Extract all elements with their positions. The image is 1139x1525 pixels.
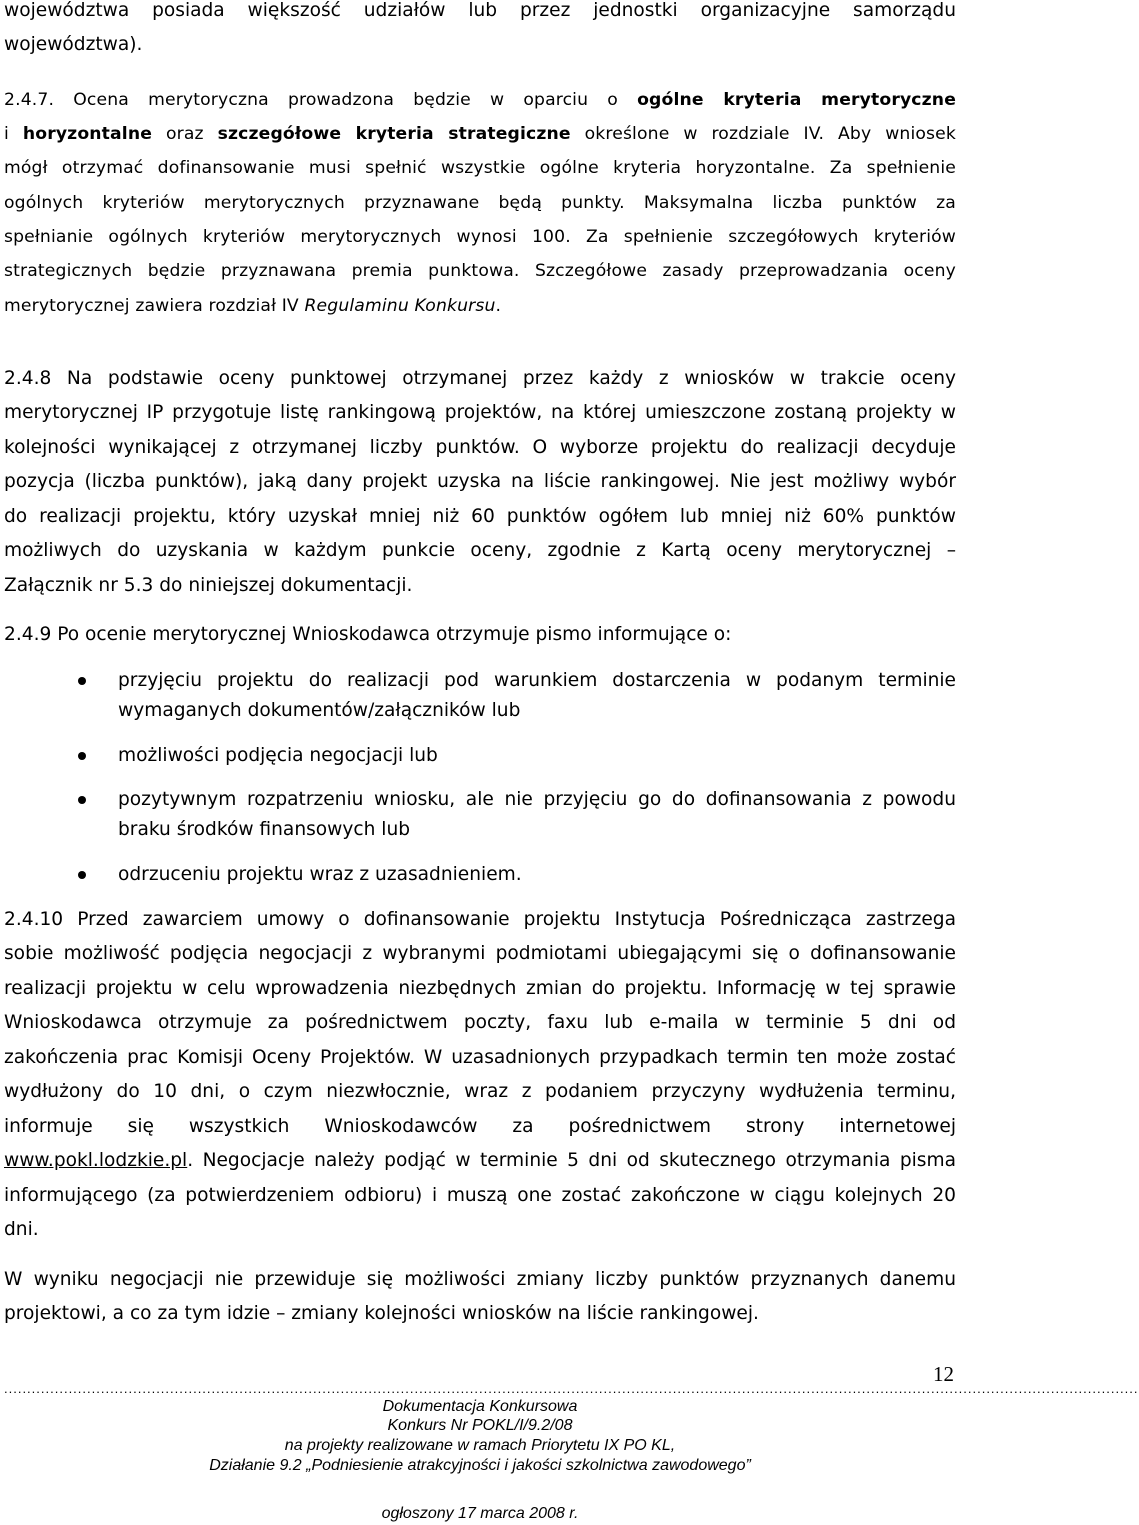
text-line: strategicznych będzie przyznawana premia punktowa. Szczegółowe zasady przeprowadzania oceny <box>4 261 956 281</box>
text-line: ogólnych kryteriów merytorycznych przyznawane będą punkty. Maksymalna liczba punktów za <box>4 193 956 213</box>
text-line: realizacji projektu w celu wprowadzenia niezbędnych zmian do projektu. Informację w tej sprawie <box>4 978 956 999</box>
text-line <box>4 89 956 111</box>
text-line: do realizacji projektu, który uzyskał mniej niż 60 punktów ogółem lub mniej niż 60% punktów <box>4 506 956 527</box>
text-span: określone w rozdziale IV. Aby wniosek <box>570 124 956 144</box>
text-span: . <box>495 296 502 316</box>
bold-term: horyzontalne <box>22 124 153 144</box>
bullet-icon <box>78 871 86 879</box>
text-line <box>4 295 956 317</box>
footer-date: ogłoszony 17 marca 2008 r. <box>381 1505 579 1522</box>
text-line: informuje się wszystkich Wnioskodawców za pośrednictwem strony internetowej <box>4 1116 956 1137</box>
list-item-text: braku środków finansowych lub <box>118 819 411 840</box>
text-line: Załącznik nr 5.3 do niniejszej dokumentacji. <box>4 575 413 596</box>
text-line: kolejności wynikającej z otrzymanej liczby punktów. O wyborze projektu do realizacji decyduje <box>4 437 956 458</box>
text-line <box>4 123 956 145</box>
text-line: spełnianie ogólnych kryteriów merytorycznych wynosi 100. Za spełnienie szczegółowych kryteriów <box>4 227 956 247</box>
bullet-icon <box>78 752 86 760</box>
list-item-text: przyjęciu projektu do realizacji pod warunkiem dostarczenia w podanym terminie <box>118 670 956 691</box>
italic-title: Regulaminu Konkursu <box>304 296 496 316</box>
text-line: 2.4.10 Przed zawarciem umowy o dofinansowanie projektu Instytucja Pośrednicząca zastrzega <box>4 909 956 930</box>
text-span: i <box>4 124 23 144</box>
bullet-icon <box>78 677 86 685</box>
text-line: informującego (za potwierdzeniem odbioru) i muszą one zostać zakończone w ciągu kolejnych 20 <box>4 1185 956 1206</box>
footer-title: Dokumentacja Konkursowa <box>382 1398 578 1415</box>
list-item-text: wymaganych dokumentów/załączników lub <box>118 700 521 721</box>
list-item-text: odrzuceniu projektu wraz z uzasadnieniem. <box>118 864 522 885</box>
text-line: zakończenia prac Komisji Oceny Projektów. W uzasadnionych przypadkach termin ten może zostać <box>4 1047 956 1068</box>
text-span: . Negocjacje należy podjąć w terminie 5 dni od skutecznego otrzymania pisma <box>187 1150 956 1171</box>
text-span: 2.4.7. Ocena merytoryczna prowadzona będzie w oparciu o <box>4 90 638 110</box>
text-line: dni. <box>4 1219 39 1240</box>
text-line: projektowi, a co za tym idzie – zmiany kolejności wniosków na liście rankingowej. <box>4 1303 759 1324</box>
page-number: 12 <box>933 1362 954 1386</box>
text-line: sobie możliwość podjęcia negocjacji z wybranymi podmiotami ubiegającymi się o dofinansowanie <box>4 943 956 964</box>
footer-competition: Konkurs Nr POKL/I/9.2/08 <box>387 1417 573 1434</box>
footer-measure: Działanie 9.2 „Podniesienie atrakcyjności i jakości szkolnictwa zawodowego” <box>209 1457 751 1474</box>
footer-divider: ...................................................................................................................................................................................................................................................... <box>4 1381 1139 1396</box>
text-span: merytorycznej zawiera rozdział IV <box>4 296 305 316</box>
text-line: W wyniku negocjacji nie przewiduje się możliwości zmiany liczby punktów przyznanych danemu <box>4 1269 956 1290</box>
text-line: 2.4.9 Po ocenie merytorycznej Wnioskodawca otrzymuje pismo informujące o: <box>4 624 732 645</box>
text-line: Wnioskodawca otrzymuje za pośrednictwem poczty, faxu lub e-maila w terminie 5 dni od <box>4 1012 956 1033</box>
list-item-text: pozytywnym rozpatrzeniu wniosku, ale nie przyjęciu go do dofinansowania z powodu <box>118 789 956 810</box>
bullet-icon <box>78 796 86 804</box>
text-line: województwa posiada większość udziałów lub przez jednostki organizacyjne samorządu <box>4 0 956 21</box>
website-link[interactable]: www.pokl.lodzkie.pl <box>4 1150 188 1171</box>
text-line <box>4 1150 956 1172</box>
text-line: możliwych do uzyskania w każdym punkcie oceny, zgodnie z Kartą oceny merytorycznej – <box>4 540 956 561</box>
footer-priority: na projekty realizowane w ramach Priorytetu IX PO KL, <box>284 1437 676 1454</box>
list-item-text: możliwości podjęcia negocjacji lub <box>118 745 438 766</box>
text-line: pozycja (liczba punktów), jaką dany projekt uzyska na liście rankingowej. Nie jest możliwy wybór <box>4 471 956 492</box>
text-line: mógł otrzymać dofinansowanie musi spełnić wszystkie ogólne kryteria horyzontalne. Za spełnienie <box>4 158 956 178</box>
bold-term: szczegółowe kryteria strategiczne <box>217 124 571 144</box>
text-line: wydłużony do 10 dni, o czym niezwłocznie, wraz z podaniem przyczyny wydłużenia terminu, <box>4 1081 956 1102</box>
text-line: 2.4.8 Na podstawie oceny punktowej otrzymanej przez każdy z wniosków w trakcie oceny <box>4 368 956 389</box>
bold-term: ogólne kryteria merytoryczne <box>637 90 956 110</box>
text-span: oraz <box>152 124 218 144</box>
text-line: merytorycznej IP przygotuje listę rankingową projektów, na której umieszczone zostaną projekty w <box>4 402 956 423</box>
text-line: województwa). <box>4 34 143 55</box>
